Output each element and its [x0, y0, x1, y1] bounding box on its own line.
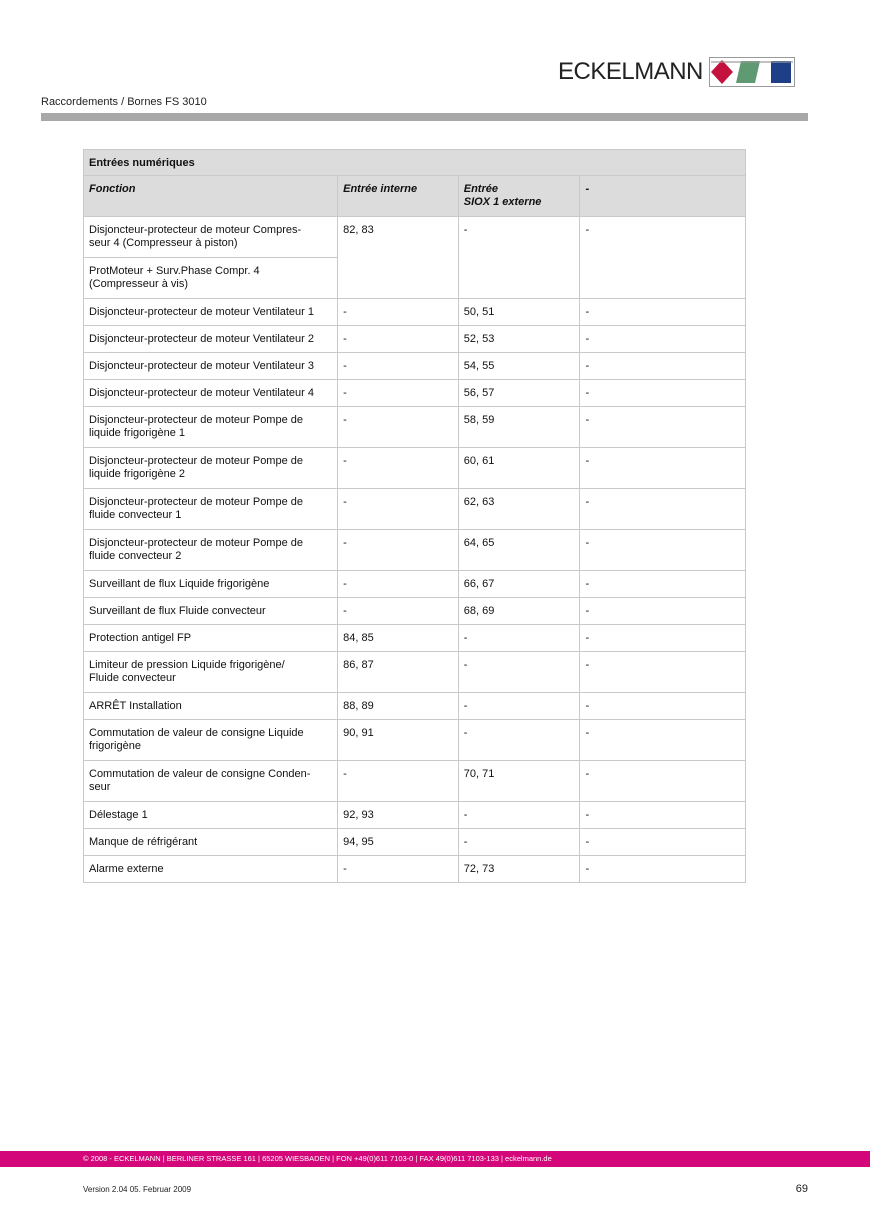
table-row [84, 380, 746, 407]
eckelmann-logo [558, 56, 795, 88]
cell-other: - [580, 625, 746, 652]
table-title-row [84, 150, 746, 176]
cell-other: - [580, 598, 746, 625]
footer-contact-text: © 2008 - ECKELMANN | BERLINER STRASSE 161 | 65205 WIESBADEN | FON +49(0)611 7103-0 | FAX 49(0)611 7103-133 | eckelmann.de [83, 1154, 552, 1163]
table-row [84, 761, 746, 802]
column-header-other: - [580, 176, 746, 217]
cell-function: Disjoncteur-protecteur de moteur Pompe de fluide convecteur 1 [84, 489, 338, 530]
cell-internal: 84, 85 [338, 625, 459, 652]
cell-function: Commutation de valeur de consigne Conden- seur [84, 761, 338, 802]
cell-other: - [580, 217, 746, 299]
cell-function: Disjoncteur-protecteur de moteur Pompe de liquide frigorigène 2 [84, 448, 338, 489]
cell-function: Surveillant de flux Fluide convecteur [84, 598, 338, 625]
cell-other: - [580, 380, 746, 407]
breadcrumb: Raccordements / Bornes FS 3010 [41, 96, 207, 108]
cell-function: Disjoncteur-protecteur de moteur Compres- seur 4 (Compresseur à piston) [84, 217, 338, 258]
cell-internal: 88, 89 [338, 693, 459, 720]
cell-other: - [580, 407, 746, 448]
cell-external: 72, 73 [458, 856, 580, 883]
column-header-external: Entrée SIOX 1 externe [458, 176, 580, 217]
cell-internal: - [338, 489, 459, 530]
cell-internal: - [338, 598, 459, 625]
cell-function: ARRÊT Installation [84, 693, 338, 720]
table-row [84, 326, 746, 353]
table-row [84, 217, 746, 258]
cell-other: - [580, 571, 746, 598]
page-number: 69 [795, 1183, 808, 1195]
cell-external: - [458, 625, 580, 652]
cell-external: - [458, 802, 580, 829]
column-header-function: Fonction [84, 176, 338, 217]
cell-internal: - [338, 299, 459, 326]
cell-external: 52, 53 [458, 326, 580, 353]
cell-function: Manque de réfrigérant [84, 829, 338, 856]
cell-other: - [580, 829, 746, 856]
cell-internal: - [338, 448, 459, 489]
cell-external: 60, 61 [458, 448, 580, 489]
cell-function: ProtMoteur + Surv.Phase Compr. 4 (Compresseur à vis) [84, 258, 338, 299]
table-row [84, 720, 746, 761]
table-row [84, 299, 746, 326]
cell-other: - [580, 693, 746, 720]
cell-other: - [580, 530, 746, 571]
cell-external: 70, 71 [458, 761, 580, 802]
table-row [84, 353, 746, 380]
cell-external: - [458, 652, 580, 693]
cell-external: 58, 59 [458, 407, 580, 448]
cell-internal: 90, 91 [338, 720, 459, 761]
cell-function: Surveillant de flux Liquide frigorigène [84, 571, 338, 598]
cell-function: Disjoncteur-protecteur de moteur Ventilateur 1 [84, 299, 338, 326]
table-header-row [84, 176, 746, 217]
cell-other: - [580, 856, 746, 883]
cell-external: 56, 57 [458, 380, 580, 407]
digital-inputs-table [83, 149, 746, 883]
table-row [84, 571, 746, 598]
cell-external: 68, 69 [458, 598, 580, 625]
cell-external: 50, 51 [458, 299, 580, 326]
cell-external: 66, 67 [458, 571, 580, 598]
cell-internal: - [338, 407, 459, 448]
table-row [84, 693, 746, 720]
cell-function: Disjoncteur-protecteur de moteur Ventilateur 3 [84, 353, 338, 380]
table-row [84, 652, 746, 693]
header-divider [41, 113, 808, 121]
table-row [84, 407, 746, 448]
logo-mark-icon [709, 57, 795, 87]
cell-internal: - [338, 380, 459, 407]
footer-contact-bar [0, 1151, 870, 1167]
table-row [84, 598, 746, 625]
cell-function: Disjoncteur-protecteur de moteur Pompe de fluide convecteur 2 [84, 530, 338, 571]
cell-other: - [580, 720, 746, 761]
cell-function: Disjoncteur-protecteur de moteur Ventilateur 4 [84, 380, 338, 407]
table-row [84, 625, 746, 652]
cell-internal: 86, 87 [338, 652, 459, 693]
cell-external: 64, 65 [458, 530, 580, 571]
cell-internal: - [338, 530, 459, 571]
cell-external: - [458, 720, 580, 761]
cell-internal: - [338, 761, 459, 802]
cell-internal: - [338, 326, 459, 353]
table-row [84, 489, 746, 530]
cell-function: Disjoncteur-protecteur de moteur Pompe de liquide frigorigène 1 [84, 407, 338, 448]
cell-function: Alarme externe [84, 856, 338, 883]
table-row [84, 856, 746, 883]
cell-other: - [580, 299, 746, 326]
table-row [84, 530, 746, 571]
cell-external: - [458, 829, 580, 856]
table-row [84, 829, 746, 856]
cell-internal: - [338, 571, 459, 598]
version-info: Version 2.04 05. Februar 2009 [83, 1185, 192, 1194]
cell-external: - [458, 217, 580, 299]
cell-other: - [580, 448, 746, 489]
cell-external: 54, 55 [458, 353, 580, 380]
logo-text: ECKELMANN [558, 58, 703, 85]
cell-internal: 92, 93 [338, 802, 459, 829]
cell-internal: 82, 83 [338, 217, 459, 299]
cell-other: - [580, 652, 746, 693]
cell-other: - [580, 802, 746, 829]
cell-internal: 94, 95 [338, 829, 459, 856]
cell-external: 62, 63 [458, 489, 580, 530]
cell-other: - [580, 326, 746, 353]
table-row [84, 448, 746, 489]
cell-function: Limiteur de pression Liquide frigorigène/ Fluide convecteur [84, 652, 338, 693]
table-row [84, 802, 746, 829]
cell-other: - [580, 761, 746, 802]
table-title: Entrées numériques [84, 150, 746, 176]
cell-function: Disjoncteur-protecteur de moteur Ventilateur 2 [84, 326, 338, 353]
cell-external: - [458, 693, 580, 720]
cell-internal: - [338, 353, 459, 380]
cell-other: - [580, 489, 746, 530]
cell-internal: - [338, 856, 459, 883]
cell-other: - [580, 353, 746, 380]
column-header-internal: Entrée interne [338, 176, 459, 217]
cell-function: Protection antigel FP [84, 625, 338, 652]
cell-function: Commutation de valeur de consigne Liquide frigorigène [84, 720, 338, 761]
cell-function: Délestage 1 [84, 802, 338, 829]
